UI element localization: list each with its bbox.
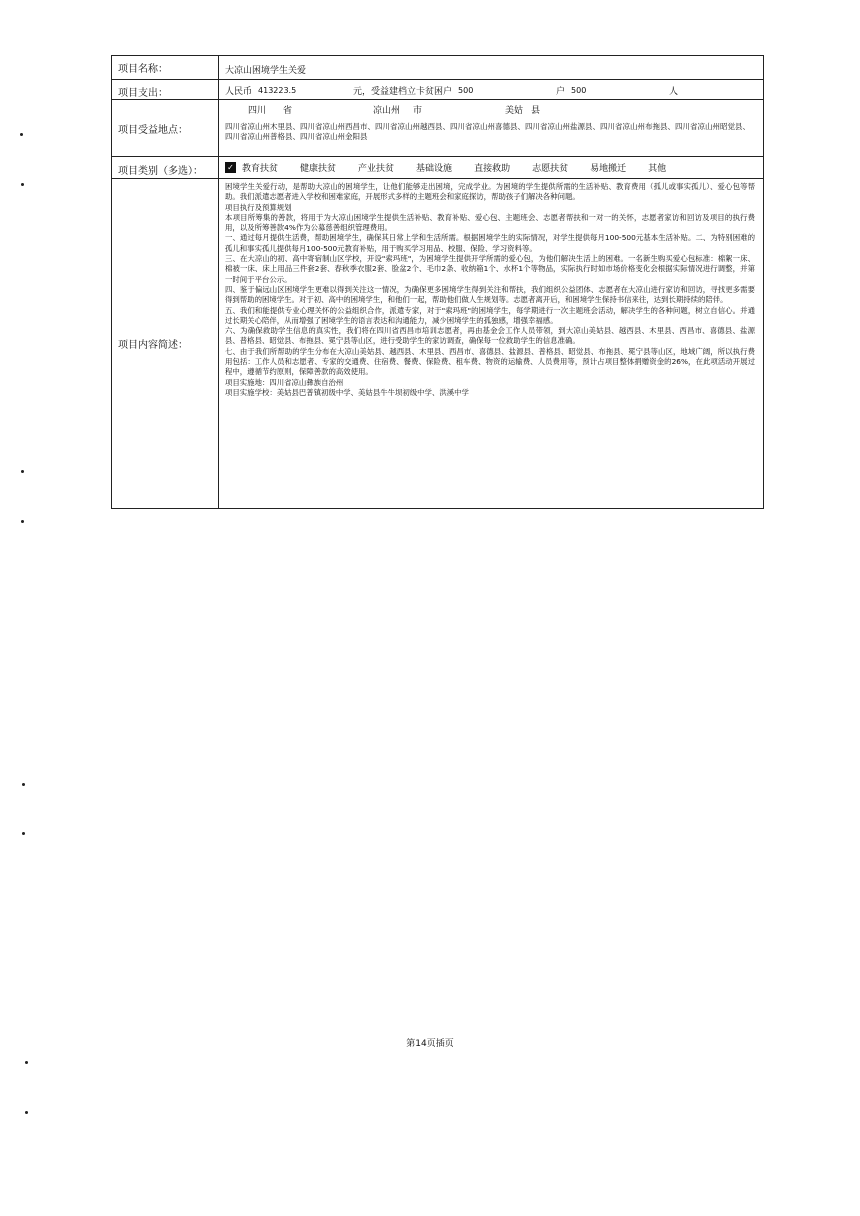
expenditure-line — [225, 83, 755, 97]
desc-paragraph: 一、通过每月提供生活费，帮助困境学生，确保其日常上学和生活所需。根据困境学生的实际情况，对学生提供每月100-500元基本生活补贴。二、为特别困难的孤儿和事实孤儿提供每月100-500元教育补贴，用于购买学习用品、校服、保险、学习资料等。 — [225, 233, 755, 253]
desc-paragraph: 五、我们和能提供专业心理关怀的公益组织合作，派遣专家，对于"索玛班"的困境学生，每学期进行一次主题班会活动，解决学生的各种问题，树立自信心。并通过长期关心陪伴，从而增强了困境学生的语言表达和沟通能力，减少困境学生的孤独感，增强幸福感。 — [225, 305, 755, 325]
city-unit: 市 — [413, 105, 423, 116]
province-unit: 省 — [283, 105, 293, 116]
people-unit: 人 — [669, 86, 679, 97]
row-category — [112, 157, 764, 179]
row-location — [112, 100, 764, 157]
desc-paragraph: 四、鉴于偏远山区困境学生更难以得到关注这一情况，为确保更多困境学生得到关注和帮扶，我们组织公益团体、志愿者在大凉山进行家访和回访，寻找更多需要得到帮助的困境学生。对于初、高中的困境学生，和他们一起，帮助他们做人生规划等。志愿者离开后，和困境学生保持书信来往，达到长期持续的陪伴。 — [225, 284, 755, 305]
desc-location: 项目实施地：四川省凉山彝族自治州 — [225, 377, 344, 387]
project-name-label: 项目名称： — [112, 56, 219, 80]
scan-mark — [22, 783, 25, 786]
row-expenditure — [112, 80, 764, 100]
project-name-value: 大凉山困境学生关爱 — [219, 56, 764, 80]
scan-mark — [25, 1111, 28, 1114]
category-option-other[interactable] — [648, 161, 666, 174]
category-cell — [219, 157, 764, 179]
category-option-direct-aid[interactable] — [474, 161, 510, 174]
category-option-label: 教育扶贫 — [242, 163, 279, 174]
county-unit: 县 — [531, 105, 541, 116]
scan-mark — [21, 183, 24, 186]
category-option-relocation[interactable] — [590, 161, 626, 174]
category-option-infrastructure[interactable] — [416, 161, 452, 174]
location-label: 项目受益地点： — [112, 100, 219, 157]
desc-paragraph: 三、在大凉山的初、高中寄宿制山区学校，开设"索玛班"，为困境学生提供开学所需的爱心包，为他们解决生活上的困难。一名新生购买爱心包标准：棉絮一床、棉被一床、床上用品三件套2套、春秋季衣服2套、脸盆2个、毛巾2条、收纳箱1个、水杯1个等物品，实际执行时如市场价格变化会根据实际情况进行调整，并第一时间于平台公示。 — [225, 254, 755, 284]
desc-schools: 项目实施学校：美姑县巴普镇初级中学、美姑县牛牛坝初级中学、洪溪中学 — [225, 387, 469, 397]
scan-mark — [21, 470, 24, 473]
category-option-label: 产业扶贫 — [358, 163, 395, 174]
category-option-label: 易地搬迁 — [590, 163, 627, 174]
city-value: 凉山州 — [373, 105, 401, 116]
province-value: 四川 — [248, 105, 267, 116]
category-option-label: 志愿扶贫 — [532, 163, 569, 174]
expenditure-cell — [219, 80, 764, 100]
location-detail: 四川省凉山州木里县、四川省凉山州西昌市、四川省凉山州越西县、四川省凉山州喜德县、四川省凉山州盐源县、四川省凉山州布拖县、四川省凉山州昭觉县、四川省凉山州普格县、四川省凉山州金阳县 — [225, 122, 750, 141]
description-label: 项目内容简述： — [112, 179, 219, 509]
households-value: 500 — [458, 85, 474, 95]
amount-value: 413223.5 — [258, 85, 297, 95]
scan-mark — [20, 133, 23, 136]
desc-paragraph: 本项目所筹集的善款，将用于为大凉山困境学生提供生活补贴、教育补贴、爱心包、主题班会、志愿者帮扶和一对一的关怀，志愿者家访和回访及项目的执行费用，以及所筹善款4%作为公募慈善组织管理费用。 — [225, 212, 755, 233]
scan-mark — [21, 520, 24, 523]
checked-box-icon[interactable]: ✓ — [225, 162, 236, 173]
scan-mark — [22, 832, 25, 835]
location-cell — [219, 100, 764, 157]
project-form — [111, 55, 764, 509]
people-value: 500 — [571, 85, 587, 95]
desc-paragraph: 六、为确保救助学生信息的真实性，我们将在四川省西昌市培训志愿者，再由基金会工作人员带领，到大凉山美姑县、越西县、木里县、西昌市、喜德县、盐源县、普格县、昭觉县、布拖县、冕宁县等山区，进行受助学生的家访调查，确保每一位救助学生的信息准确。 — [225, 326, 755, 346]
category-option-volunteer[interactable] — [532, 161, 568, 174]
county-value: 美姑 — [505, 105, 524, 116]
desc-paragraph: 七、由于我们所帮助的学生分布在大凉山美姑县、越西县、木里县、西昌市、喜德县、盐源县、普格县、昭觉县、布拖县、冕宁县等山区，地域广阔，所以执行费用包括：工作人员和志愿者、专家的交通费、住宿费、餐费、保险费、租车费、物资的运输费、人员费用等，预计占项目整体捐赠资金的26%，在此项活动开展过程中，遵循节约原则，保障善款的高效使用。 — [225, 346, 755, 377]
scan-mark — [25, 1061, 28, 1064]
category-option-health[interactable] — [300, 161, 336, 174]
currency-text: 人民币 — [225, 86, 253, 97]
desc-heading: 项目执行及预算规划 — [225, 202, 292, 212]
category-label: 项目类别（多选）： — [112, 157, 219, 179]
category-option-label: 其他 — [648, 163, 667, 174]
row-project-name — [112, 56, 764, 80]
category-option-label: 健康扶贫 — [300, 163, 337, 174]
location-admin-line — [225, 102, 755, 116]
beneficiary-text: 元，受益建档立卡贫困户 — [353, 86, 453, 97]
category-option-industry[interactable] — [358, 161, 394, 174]
category-options — [225, 160, 755, 174]
category-option-label: 基础设施 — [416, 163, 453, 174]
category-option-education[interactable] — [225, 161, 278, 174]
description-cell — [219, 179, 764, 509]
page-footer: 第14页插页 — [406, 1039, 454, 1049]
expenditure-label: 项目支出： — [112, 80, 219, 100]
household-unit: 户 — [556, 86, 566, 97]
category-option-label: 直接救助 — [474, 163, 511, 174]
row-description — [112, 179, 764, 509]
desc-paragraph: 困境学生关爱行动，是帮助大凉山的困境学生，让他们能够走出困境，完成学业。为困境的学生提供所需的生活补贴、教育费用（孤儿或事实孤儿）、爱心包等帮助。我们派遣志愿者进入学校和困难家庭，开展形式多样的主题班会和家庭探访，帮助孩子们解决各种问题。 — [225, 182, 755, 202]
